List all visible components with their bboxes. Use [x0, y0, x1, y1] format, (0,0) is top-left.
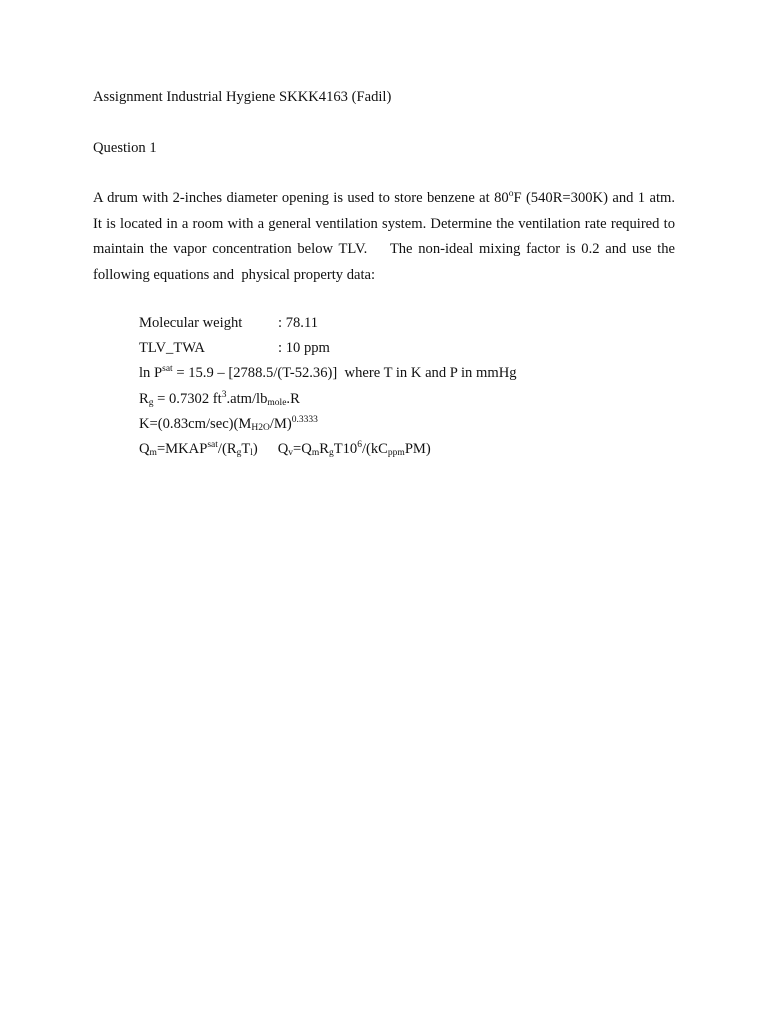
- qv-equation: [278, 441, 431, 457]
- qv-eq-sub-ppm: ppm: [387, 447, 405, 458]
- k-equation: [139, 414, 517, 439]
- psat-eq-sup: sat: [162, 364, 173, 375]
- property-list: [139, 313, 517, 464]
- qv-eq-close: PM): [404, 440, 431, 457]
- rg-eq-sup: 3: [221, 389, 227, 400]
- molecular-weight-value: : 78.11: [278, 315, 318, 331]
- problem-text-part2: F (540R=300K) and 1 atm. It is located in a room with a general ventilation system. Determine the ventilation rate required to maintain the vapor concentration below TLV. The non-ideal mixing factor is 0.2 and use the following equations and physical property data:: [93, 190, 675, 284]
- psat-eq-text: ln P: [139, 365, 163, 382]
- qm-eq-sub-g: g: [236, 447, 242, 458]
- rg-equation: [139, 389, 517, 414]
- rg-eq-sub-mole: mole: [267, 397, 287, 408]
- qm-eq-sub-l: l: [250, 447, 253, 458]
- psat-equation: [139, 363, 517, 388]
- qm-eq-t: T: [241, 440, 251, 457]
- degree-superscript: o: [508, 189, 514, 199]
- qm-eq-sub: m: [149, 447, 157, 458]
- qv-eq-sub-g: g: [328, 447, 334, 458]
- qv-eq-eq: =Q: [293, 440, 312, 457]
- qv-eq-sub-m: m: [311, 447, 320, 458]
- rg-eq-value: = 0.7302 ft: [153, 390, 222, 407]
- rg-eq-sub: g: [148, 397, 154, 408]
- k-eq-exponent: 0.3333: [291, 414, 318, 425]
- qm-equation: [139, 441, 258, 457]
- qm-eq-close: ): [252, 440, 258, 457]
- problem-text-part1: A drum with 2-inches diameter opening is used to store benzene at 80: [93, 190, 509, 206]
- k-eq-text: K=(0.83cm/sec)(M: [139, 415, 252, 432]
- qv-eq-sub: v: [288, 447, 294, 458]
- molecular-weight-row: [139, 313, 517, 338]
- rg-eq-text: R: [139, 390, 149, 407]
- molecular-weight-label: Molecular weight: [139, 315, 243, 331]
- q-equations: [139, 439, 517, 464]
- problem-statement: [93, 186, 675, 289]
- qm-eq-sup: sat: [207, 439, 218, 450]
- tlv-twa-label: TLV_TWA: [139, 340, 205, 357]
- qm-eq-body: =MKAP: [156, 440, 208, 457]
- qv-eq-r: R: [319, 440, 329, 457]
- qv-eq-sup: 6: [357, 439, 362, 450]
- rg-eq-end: .R: [286, 390, 300, 407]
- qv-eq-q: Q: [277, 440, 289, 457]
- qv-eq-t10: T10: [333, 440, 358, 457]
- document-title: Assignment Industrial Hygiene SKKK4163 (Fadil): [93, 89, 392, 105]
- tlv-twa-row: [139, 338, 517, 363]
- qm-eq-denom: /(R: [217, 440, 237, 457]
- k-eq-sub: H2O: [251, 422, 270, 433]
- psat-eq-rest: = 15.9 – [2788.5/(T-52.36)] where T in K and P in mmHg: [172, 365, 517, 382]
- rg-eq-unit: .atm/lb: [226, 390, 268, 407]
- question-heading: Question 1: [93, 140, 157, 156]
- k-eq-rest: /M): [269, 415, 292, 432]
- tlv-twa-value: : 10 ppm: [278, 340, 330, 357]
- qv-eq-denom: /(kC: [361, 440, 388, 457]
- qm-eq-q: Q: [139, 440, 150, 457]
